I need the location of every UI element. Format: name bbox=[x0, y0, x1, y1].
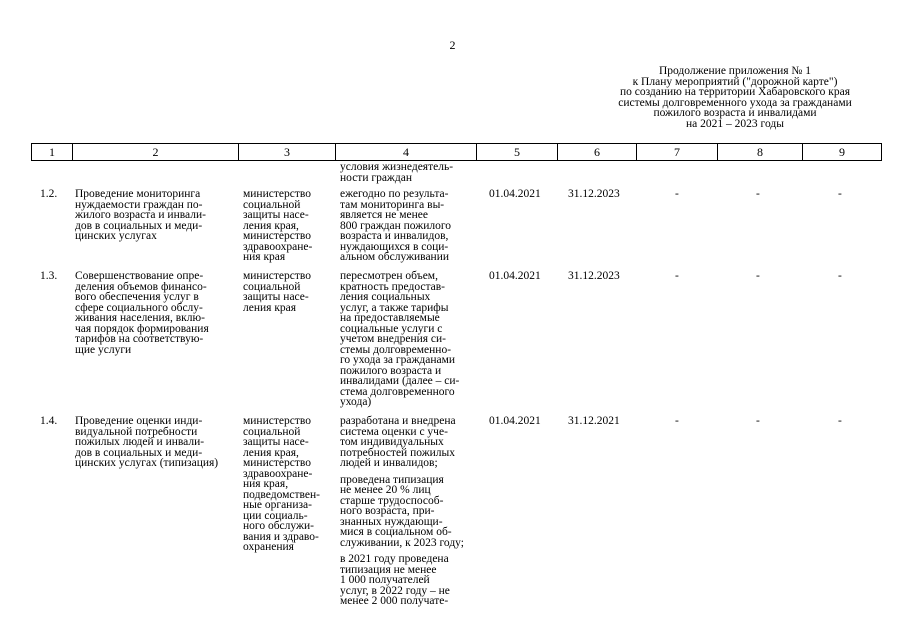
text-line: проведена типизация bbox=[340, 473, 444, 486]
text-line: министерство bbox=[243, 188, 311, 200]
text-line: типизация не менее bbox=[340, 563, 437, 576]
row-1-3-activity bbox=[75, 271, 209, 355]
text-line: ления края, bbox=[243, 219, 299, 232]
text-line: ления социальных bbox=[340, 291, 431, 303]
col-7-number: 7 bbox=[637, 144, 718, 161]
text-line: здравоохране- bbox=[243, 240, 313, 253]
text-line: условия жизнедеятель- bbox=[340, 161, 454, 173]
text-line: министерство bbox=[243, 230, 311, 242]
text-line: 1 000 получателей bbox=[340, 574, 430, 586]
col-3-number: 3 bbox=[239, 144, 336, 161]
text-line: пожилого возраста и bbox=[340, 364, 442, 377]
text-line: ности граждан bbox=[340, 171, 412, 184]
header-line: пожилого возраста и инвалидами bbox=[653, 107, 817, 119]
row-1-2-col7: - bbox=[675, 188, 679, 200]
text-line: ежегодно по результа- bbox=[340, 188, 449, 200]
col-1-number: 1 bbox=[32, 144, 73, 161]
row-1-4-col8: - bbox=[756, 415, 760, 427]
header-line: к Плану мероприятий ("дорожной карте") bbox=[632, 75, 838, 88]
text-line: людей и инвалидов; bbox=[340, 457, 438, 469]
text-line: ного обслужи- bbox=[243, 520, 314, 532]
row-1-4-col9: - bbox=[838, 415, 842, 427]
text-line: мися в социальном об- bbox=[340, 526, 452, 538]
text-line: менее 2 000 получате- bbox=[340, 595, 449, 607]
text-line: пересмотрен объем, bbox=[340, 270, 438, 282]
text-line: нуждаемости граждан по- bbox=[75, 198, 203, 211]
col-6-number: 6 bbox=[558, 144, 637, 161]
col-9-number: 9 bbox=[803, 144, 882, 161]
row-1-4-activity bbox=[75, 416, 218, 469]
text-line: сфере социального обслу- bbox=[75, 301, 203, 314]
text-line: стема долговременного bbox=[340, 385, 455, 398]
text-line: ния края bbox=[243, 251, 286, 263]
row-1-2-responsible bbox=[243, 189, 312, 263]
col-4-number: 4 bbox=[336, 144, 477, 161]
text-line: в 2021 году проведена bbox=[340, 553, 449, 565]
row-1-3-col9: - bbox=[838, 270, 842, 282]
row-1-2-col8: - bbox=[756, 188, 760, 200]
text-line: цинских услугах (типизация) bbox=[75, 457, 219, 469]
text-line: ного возраста, при- bbox=[340, 505, 435, 517]
text-line: дов в социальных и меди- bbox=[75, 446, 203, 459]
text-line: го ухода за гражданами bbox=[340, 354, 456, 366]
text-line: министерство bbox=[243, 457, 311, 469]
text-line: кратность предостав- bbox=[340, 280, 445, 293]
appendix-header bbox=[595, 66, 875, 129]
row-1-4-result bbox=[340, 416, 464, 607]
text-line: ции социаль- bbox=[243, 509, 308, 522]
text-line: министерство bbox=[243, 415, 311, 427]
text-line: альном обслуживании bbox=[340, 251, 450, 263]
text-line: министерство bbox=[243, 270, 311, 282]
row-1-4-number: 1.4. bbox=[40, 415, 58, 427]
text-line: разработана и внедрена bbox=[340, 415, 456, 427]
text-line: цинских услугах bbox=[75, 230, 157, 242]
row-1-4-col7: - bbox=[675, 415, 679, 427]
row-1-4-start-date: 01.04.2021 bbox=[489, 415, 541, 427]
text-line: видуальной потребности bbox=[75, 425, 198, 438]
text-line: знанных нуждающи- bbox=[340, 515, 443, 528]
text-line: Совершенствование опре- bbox=[75, 270, 204, 282]
text-line: ления края, bbox=[243, 446, 299, 459]
text-line: жилого возраста и инвали- bbox=[75, 209, 206, 221]
text-line: вого обеспечения услуг в bbox=[75, 291, 199, 303]
text-line: щие услуги bbox=[75, 343, 132, 356]
continuation-text bbox=[340, 162, 453, 183]
text-line: живания населения, вклю- bbox=[75, 312, 205, 324]
text-line: ухода) bbox=[340, 396, 372, 408]
text-line: здравоохране- bbox=[243, 467, 313, 480]
row-1-3-result bbox=[340, 271, 459, 408]
text-line: социальные услуги с bbox=[340, 322, 443, 335]
text-line: возраста и инвалидов, bbox=[340, 230, 449, 242]
text-line: пожилых людей и инвали- bbox=[75, 436, 205, 448]
text-line: Проведение оценки инди- bbox=[75, 415, 203, 427]
text-line: Проведение мониторинга bbox=[75, 188, 201, 200]
text-line: тарифов на соответствую- bbox=[75, 333, 204, 345]
row-1-2-number: 1.2. bbox=[40, 188, 58, 200]
row-1-3-number: 1.3. bbox=[40, 270, 58, 282]
text-line: учетом внедрения си- bbox=[340, 333, 446, 345]
row-1-2-start-date: 01.04.2021 bbox=[489, 188, 541, 200]
col-8-number: 8 bbox=[718, 144, 803, 161]
text-line: там мониторинга вы- bbox=[340, 198, 445, 211]
header-line: по созданию на территории Хабаровского края bbox=[619, 86, 851, 98]
text-line: на предоставляемые bbox=[340, 312, 440, 324]
row-1-2-end-date: 31.12.2023 bbox=[568, 188, 620, 200]
text-line: ления края bbox=[243, 301, 297, 314]
text-line: защиты насе- bbox=[243, 209, 309, 221]
text-line: не менее 20 % лиц bbox=[340, 484, 431, 496]
text-line: старше трудоспособ- bbox=[340, 494, 444, 507]
text-line: том индивидуальных bbox=[340, 436, 444, 448]
col-5-number: 5 bbox=[477, 144, 558, 161]
row-1-3-col8: - bbox=[756, 270, 760, 282]
text-line: социальной bbox=[243, 425, 301, 438]
text-line: защиты насе- bbox=[243, 291, 309, 303]
text-line: 800 граждан пожилого bbox=[340, 219, 452, 232]
row-1-3-start-date: 01.04.2021 bbox=[489, 270, 541, 282]
row-1-4-end-date: 31.12.2021 bbox=[568, 415, 620, 427]
text-line: охранения bbox=[243, 541, 294, 553]
text-line: нуждающихся в соци- bbox=[340, 240, 449, 253]
col-2-number: 2 bbox=[73, 144, 239, 161]
page-number: 2 bbox=[449, 38, 456, 52]
text-line: чая порядок формирования bbox=[75, 322, 209, 335]
text-line: деления объемов финансо- bbox=[75, 280, 207, 293]
header-line: Продолжение приложения № 1 bbox=[658, 65, 812, 77]
text-line: социальной bbox=[243, 280, 301, 293]
row-1-3-col7: - bbox=[675, 270, 679, 282]
column-number-header bbox=[31, 143, 882, 161]
text-line: ные организа- bbox=[243, 499, 312, 511]
row-1-3-responsible bbox=[243, 271, 311, 313]
text-line: дов в социальных и меди- bbox=[75, 219, 203, 232]
row-1-4-responsible bbox=[243, 416, 320, 553]
row-1-2-result bbox=[340, 189, 451, 263]
text-line: вания и здраво- bbox=[243, 530, 319, 543]
text-line: инвалидами (далее – си- bbox=[340, 375, 460, 387]
row-1-3-end-date: 31.12.2023 bbox=[568, 270, 620, 282]
text-line: система оценки с уче- bbox=[340, 425, 448, 438]
text-line: услуг, а также тарифы bbox=[340, 301, 449, 314]
text-line: стемы долговременно- bbox=[340, 343, 452, 356]
text-line: потребностей пожилых bbox=[340, 446, 456, 459]
text-line: ния края, bbox=[243, 478, 289, 490]
header-line: системы долговременного ухода за гражданами bbox=[618, 96, 852, 109]
text-line: является не менее bbox=[340, 209, 429, 221]
row-1-2-activity bbox=[75, 189, 206, 242]
row-1-2-col9: - bbox=[838, 188, 842, 200]
text-line: социальной bbox=[243, 198, 301, 211]
text-line: подведомствен- bbox=[243, 488, 320, 501]
text-line: служивании, к 2023 году; bbox=[340, 536, 464, 549]
text-line: услуг, в 2022 году – не bbox=[340, 584, 450, 597]
text-line: защиты насе- bbox=[243, 436, 309, 448]
header-line: на 2021 – 2023 годы bbox=[686, 117, 784, 130]
